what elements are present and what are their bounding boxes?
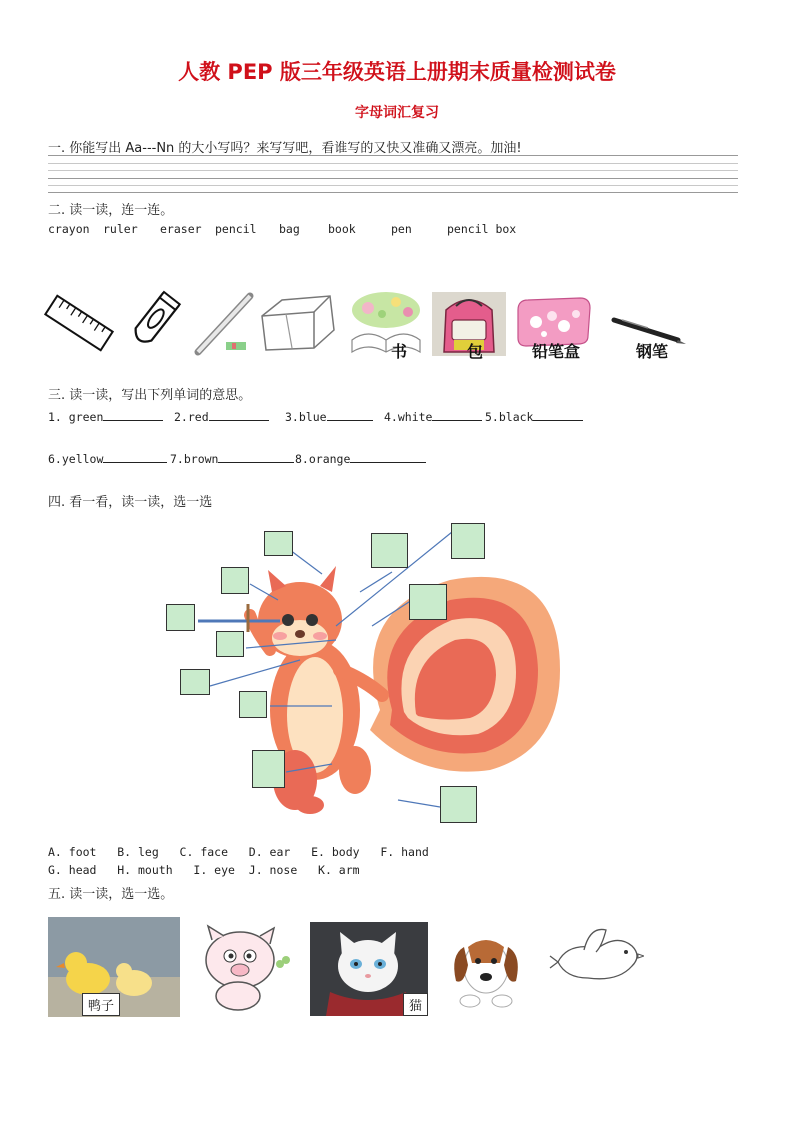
answer-box[interactable] <box>239 691 267 718</box>
caption-bag: 包 <box>467 342 484 361</box>
writing-line-2 <box>48 163 738 164</box>
caption-pencil-box: 铅笔盒 <box>532 342 581 361</box>
color-word-red: 2.red <box>174 409 269 424</box>
answer-box[interactable] <box>409 584 447 620</box>
answer-box[interactable] <box>371 533 408 568</box>
page-title: 人教 PEP 版三年级英语上册期末质量检测试卷 <box>178 60 616 84</box>
answer-blank[interactable] <box>209 409 269 421</box>
color-word-green: 1. green <box>48 409 163 424</box>
answer-box[interactable] <box>440 786 477 823</box>
answer-box[interactable] <box>166 604 195 631</box>
answer-box[interactable] <box>451 523 485 559</box>
crayon-picture <box>120 288 188 354</box>
word-eraser: eraser <box>160 222 202 236</box>
section-5-heading: 五. 读一读，选一选。 <box>48 887 174 902</box>
word-book: book <box>328 222 356 236</box>
answer-blank[interactable] <box>533 409 583 421</box>
answer-blank[interactable] <box>432 409 482 421</box>
writing-line-4 <box>48 178 738 179</box>
body-options-row-1: A. foot B. leg C. face D. ear E. body F. hand <box>48 845 429 859</box>
answer-box[interactable] <box>264 531 293 556</box>
answer-blank[interactable] <box>103 409 163 421</box>
word-pencil-box: pencil box <box>447 222 517 236</box>
label-duck: 鸭子 <box>82 993 120 1016</box>
word-bag: bag <box>279 222 300 236</box>
color-word-brown: 7.brown <box>170 451 294 466</box>
answer-blank[interactable] <box>350 451 426 463</box>
eraser-picture <box>258 290 338 354</box>
label-cat: 猫 <box>403 993 428 1016</box>
color-word-white: 4.white <box>384 409 482 424</box>
answer-box[interactable] <box>216 631 244 657</box>
word-pen: pen <box>391 222 412 236</box>
color-word-black: 5.black <box>485 409 583 424</box>
pencil-picture <box>192 290 256 358</box>
word-crayon: crayon <box>48 222 90 236</box>
writing-line-5 <box>48 185 738 186</box>
book-picture <box>346 290 426 356</box>
dog-picture <box>440 925 532 1011</box>
answer-box[interactable] <box>180 669 210 695</box>
bird-picture <box>548 922 644 988</box>
pig-picture <box>190 922 298 1014</box>
caption-book: 书 <box>391 342 408 361</box>
color-word-orange: 8.orange <box>295 451 426 466</box>
section-1-heading: 一. 你能写出 Aa---Nn 的大小写吗？来写写吧，看谁写的又快又准确又漂亮。加油! <box>48 141 522 156</box>
caption-pen: 钢笔 <box>636 342 669 361</box>
writing-line-6 <box>48 192 738 193</box>
answer-box[interactable] <box>221 567 249 594</box>
answer-box[interactable] <box>252 750 285 788</box>
section-3-heading: 三. 读一读，写出下列单词的意思。 <box>48 388 252 403</box>
color-word-yellow: 6.yellow <box>48 451 167 466</box>
section-2-heading: 二. 读一读，连一连。 <box>48 203 174 218</box>
ruler-picture <box>44 290 114 356</box>
answer-blank[interactable] <box>327 409 373 421</box>
body-options-row-2: G. head H. mouth I. eye J. nose K. arm <box>48 863 360 877</box>
answer-blank[interactable] <box>103 451 167 463</box>
answer-blank[interactable] <box>218 451 294 463</box>
page-subtitle: 字母词汇复习 <box>355 105 439 121</box>
word-pencil: pencil <box>215 222 257 236</box>
writing-line-1 <box>48 155 738 156</box>
word-ruler: ruler <box>103 222 138 236</box>
section-4-heading: 四. 看一看，读一读，选一选 <box>48 495 213 510</box>
color-word-blue: 3.blue <box>285 409 373 424</box>
writing-line-3 <box>48 170 738 171</box>
